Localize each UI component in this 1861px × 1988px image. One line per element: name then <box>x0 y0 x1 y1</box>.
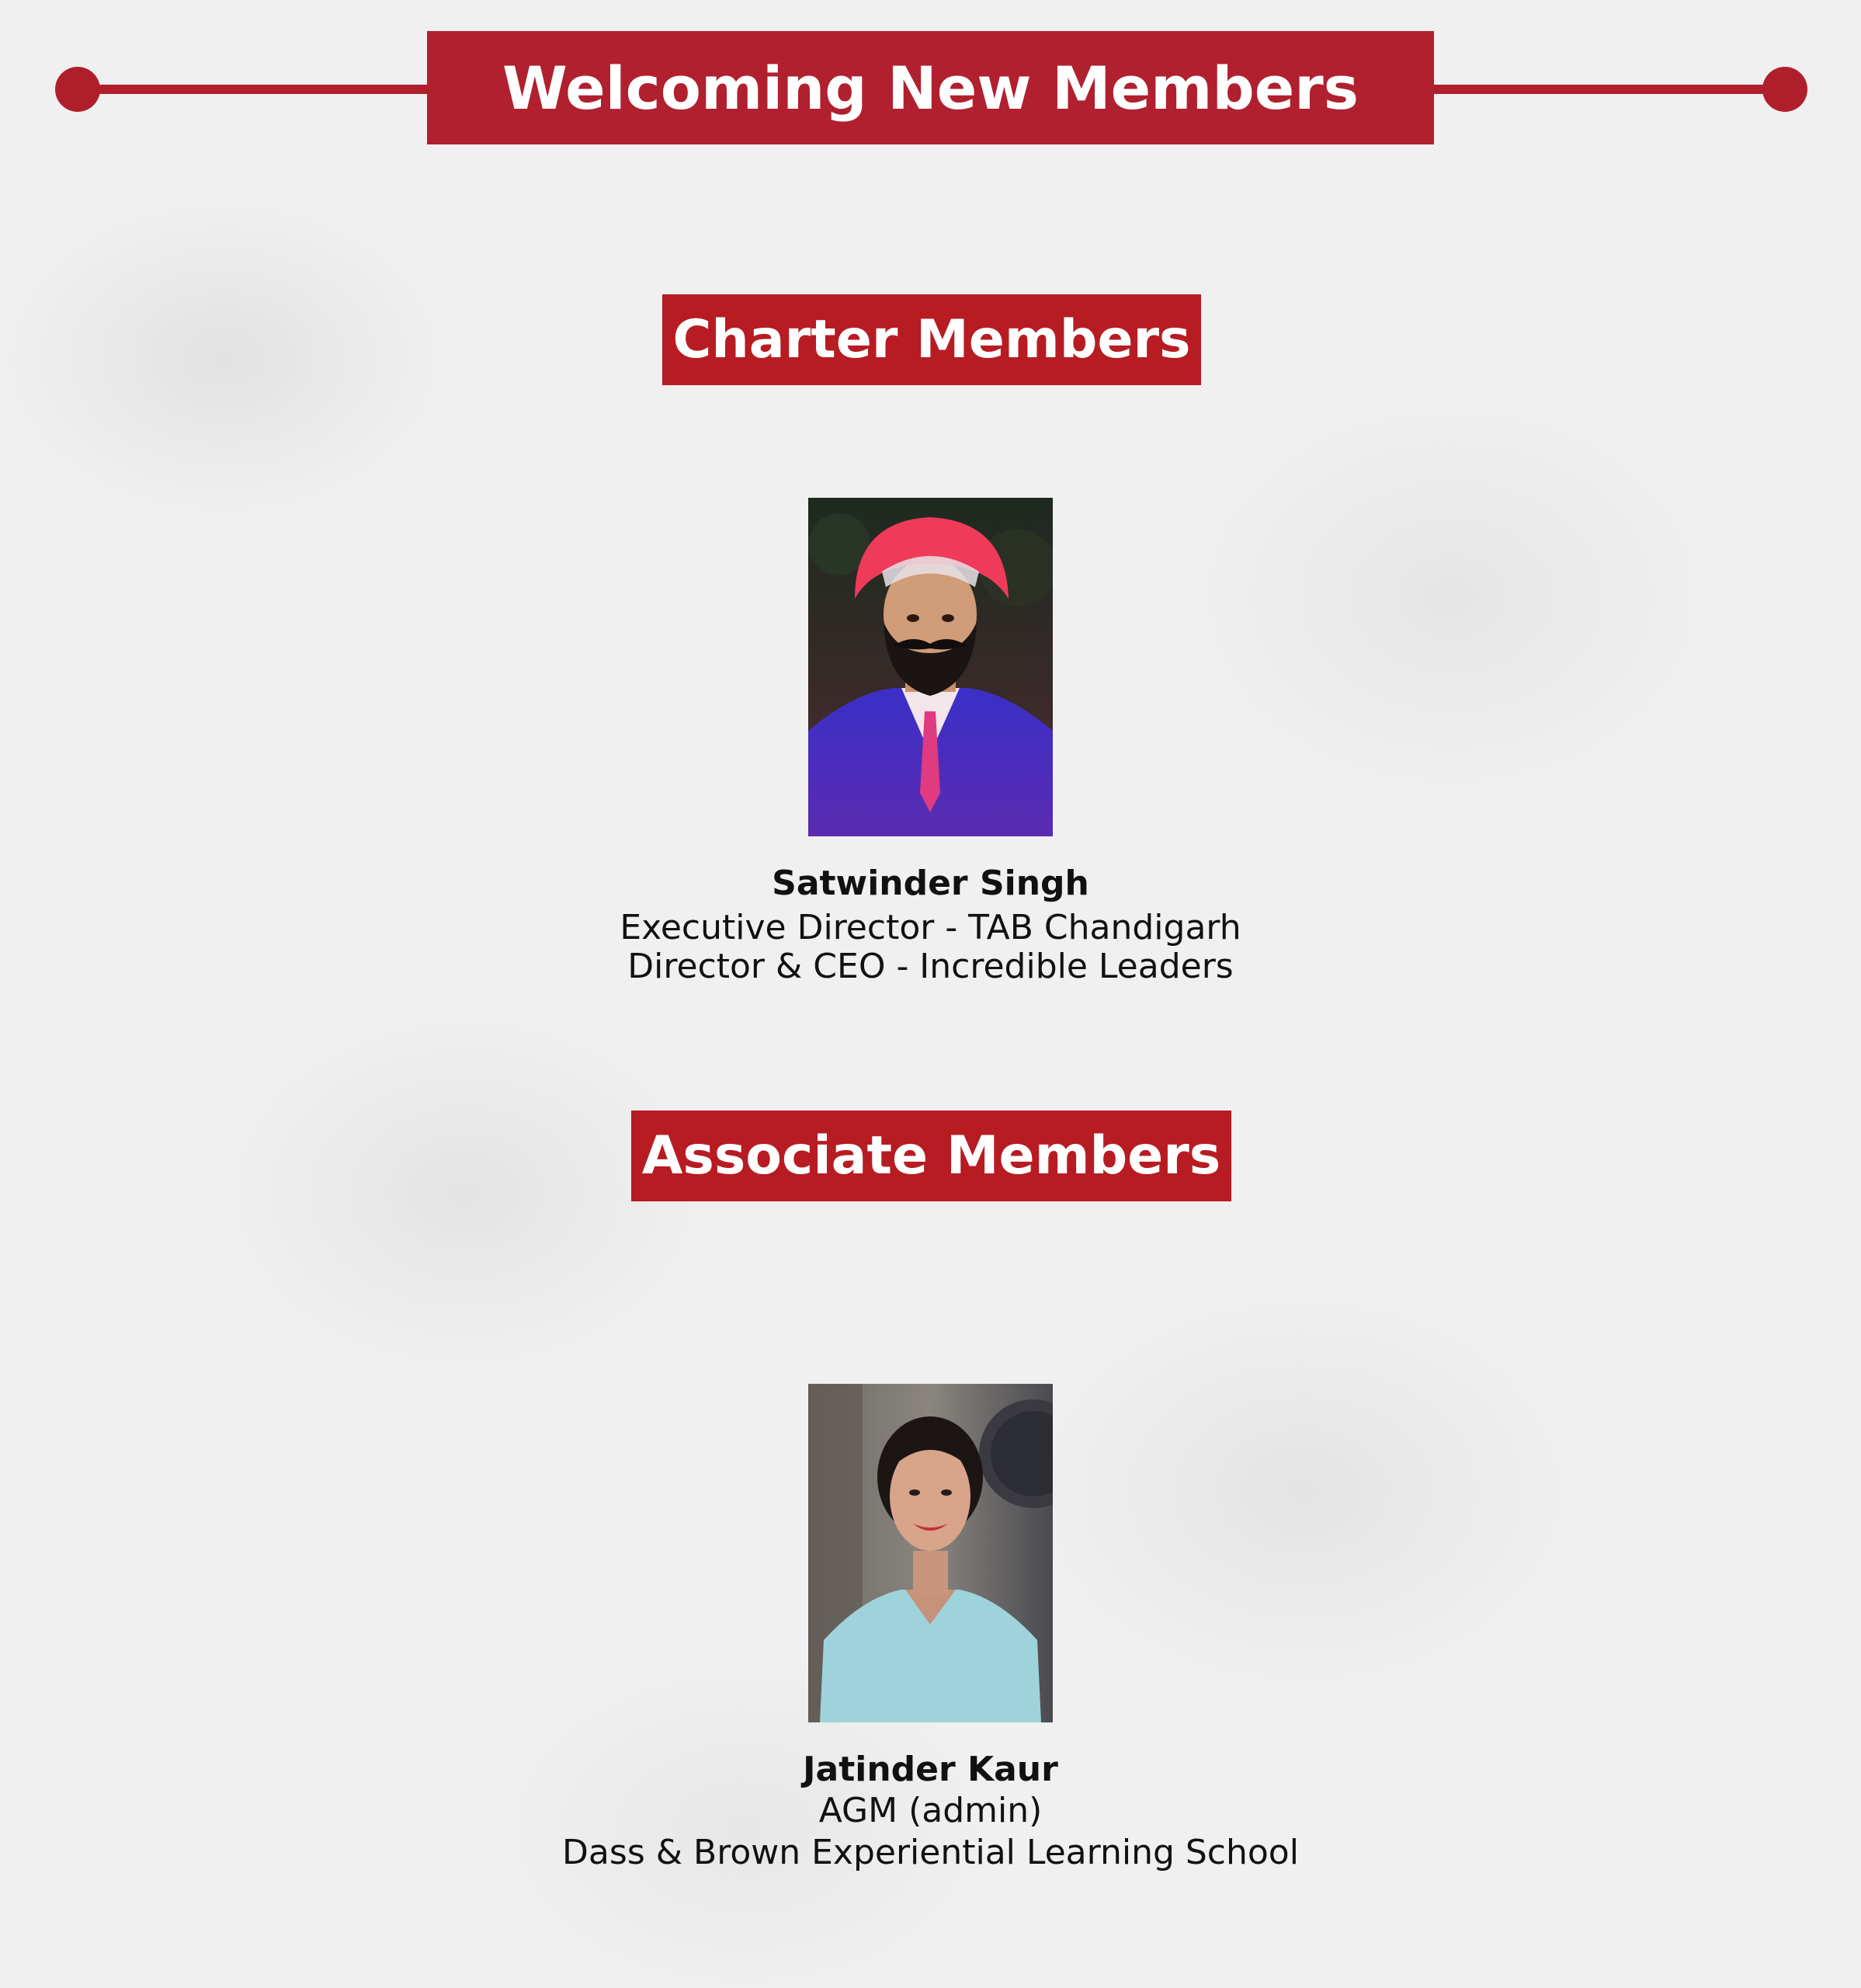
member-photo-satwinder <box>808 498 1053 836</box>
member-title-line: Director & CEO - Incredible Leaders <box>627 947 1234 986</box>
associate-members-heading: Associate Members <box>631 1110 1231 1201</box>
header-rail-left <box>78 85 435 94</box>
header-dot-left <box>55 67 100 112</box>
member-title-line: Dass & Brown Experiential Learning School <box>562 1833 1299 1872</box>
portrait-woman <box>808 1384 1053 1722</box>
page-title: Welcoming New Members <box>427 31 1434 144</box>
header-rail-right <box>1429 85 1786 94</box>
header-dot-right <box>1762 67 1807 112</box>
member-name: Jatinder Kaur <box>803 1750 1058 1789</box>
charter-members-heading: Charter Members <box>662 294 1201 385</box>
member-name: Satwinder Singh <box>772 864 1089 903</box>
member-title-line: Executive Director - TAB Chandigarh <box>620 908 1241 947</box>
portrait-man-turban <box>808 498 1053 836</box>
member-photo-jatinder <box>808 1384 1053 1722</box>
member-title-line: AGM (admin) <box>818 1791 1043 1830</box>
